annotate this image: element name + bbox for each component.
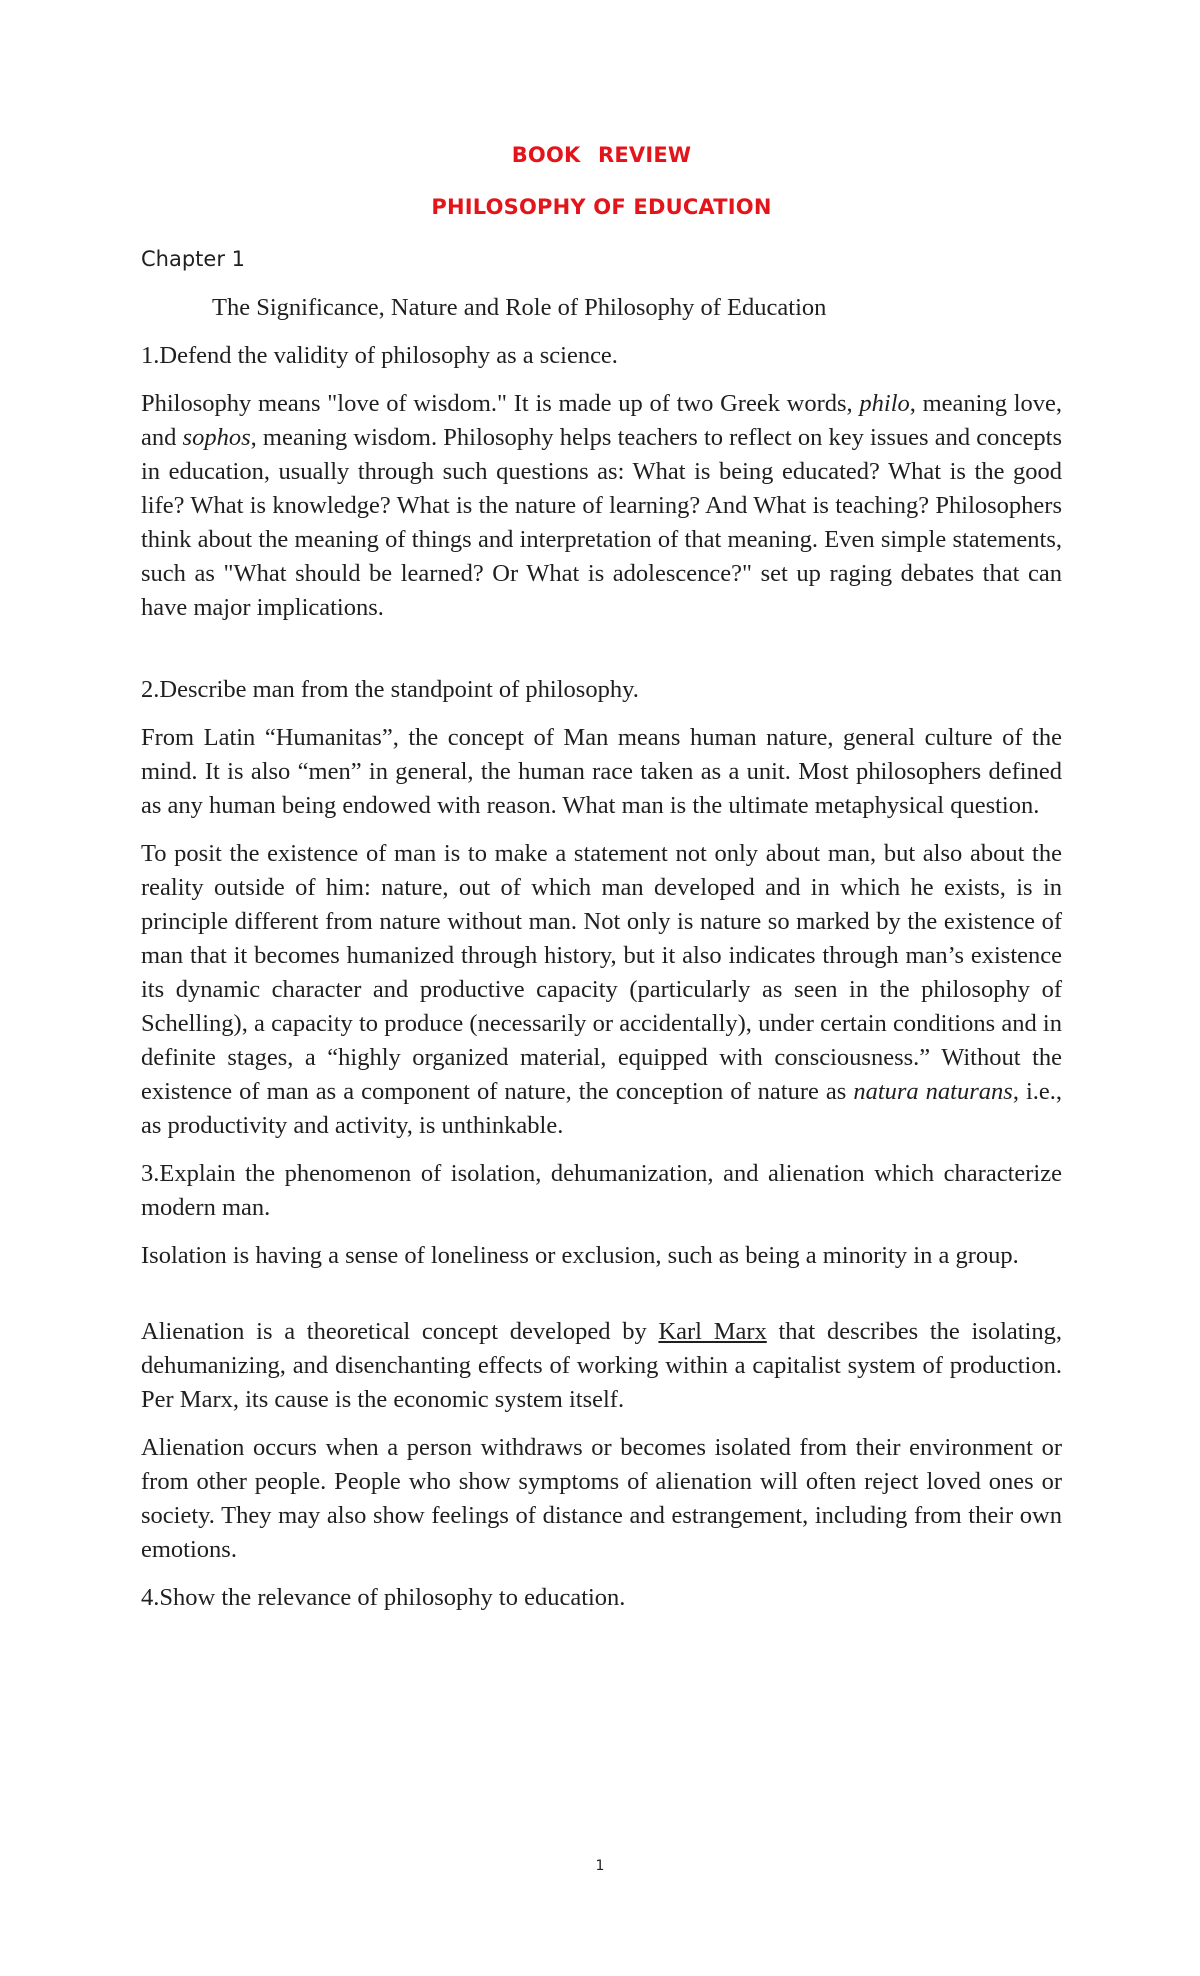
italic-term-natura-naturans: natura naturans — [853, 1078, 1013, 1105]
text-run: , meaning wisdom. Philosophy helps teachers to reflect on key issues and concepts in education, usually through such questions as: What is being educated? What is the good life? What is knowledge? What is the nature of learning? And What is teaching? Philosophers think about the meaning of things and interpretation of that meaning. Even simple statements, such as "What should be learned? Or What is adolescence?" set up raging debates that can have major implications. — [141, 424, 1062, 621]
karl-marx-link[interactable]: Karl Marx — [658, 1318, 767, 1345]
text-run: To posit the existence of man is to make a statement not only about man, but also about the reality outside of him: nature, out of which man developed and in which he exists, is in principle different from nature without man. Not only is nature so marked by the existence of man that it becomes humanized through history, but it also indicates through man’s existence its dynamic character and productive capacity (particularly as seen in the philosophy of Schelling), a capacity to produce (necessarily or accidentally), under certain conditions and in definite stages, a “highly organized material, equipped with consciousness.” Without the existence of man as a component of nature, the conception of nature as — [141, 840, 1062, 1105]
page-content — [141, 140, 1062, 1629]
question-1: 1.Defend the validity of philosophy as a science. — [141, 342, 618, 369]
text-run: Philosophy means "love of wisdom." It is made up of two Greek words, — [141, 390, 860, 417]
text-run: , i.e., as productivity and activity, is unthinkable. — [141, 1078, 1063, 1139]
italic-term-sophos: sophos — [182, 424, 251, 451]
answer-3-paragraph-1: Isolation is having a sense of loneliness or exclusion, such as being a minority in a group. — [141, 1242, 1019, 1269]
chapter-label: Chapter 1 — [141, 247, 245, 271]
page-number: 1 — [595, 1858, 605, 1874]
italic-term-philo: philo — [859, 390, 910, 417]
question-4: 4.Show the relevance of philosophy to education. — [141, 1584, 626, 1611]
answer-3-paragraph-2 — [141, 1315, 1062, 1417]
document-subject: PHILOSOPHY OF EDUCATION — [431, 195, 772, 219]
answer-2-paragraph-2 — [141, 837, 1062, 1143]
text-run: Alienation is a theoretical concept developed by — [141, 1318, 659, 1345]
question-3: 3.Explain the phenomenon of isolation, dehumanization, and alienation which characterize modern man. — [141, 1160, 1062, 1221]
text-run: that describes the isolating, dehumanizing, and disenchanting effects of working within a capitalist system of production. Per Marx, its cause is the economic system itself. — [141, 1318, 1062, 1413]
answer-1-paragraph — [141, 387, 1062, 625]
chapter-subtitle: The Significance, Nature and Role of Philosophy of Education — [212, 294, 827, 321]
text-run: , meaning love, and — [141, 390, 1062, 451]
document-title: BOOK REVIEW — [511, 143, 692, 167]
answer-2-paragraph-1: From Latin “Humanitas”, the concept of Man means human nature, general culture of the mind. It is also “men” in general, the human race taken as a unit. Most philosophers defined as any human being endowed with reason. What man is the ultimate metaphysical question. — [141, 724, 1062, 819]
question-2: 2.Describe man from the standpoint of philosophy. — [141, 676, 639, 703]
answer-3-paragraph-3: Alienation occurs when a person withdraws or becomes isolated from their environment or from other people. People who show symptoms of alienation will often reject loved ones or society. They may also show feelings of distance and estrangement, including from their own emotions. — [141, 1434, 1062, 1563]
